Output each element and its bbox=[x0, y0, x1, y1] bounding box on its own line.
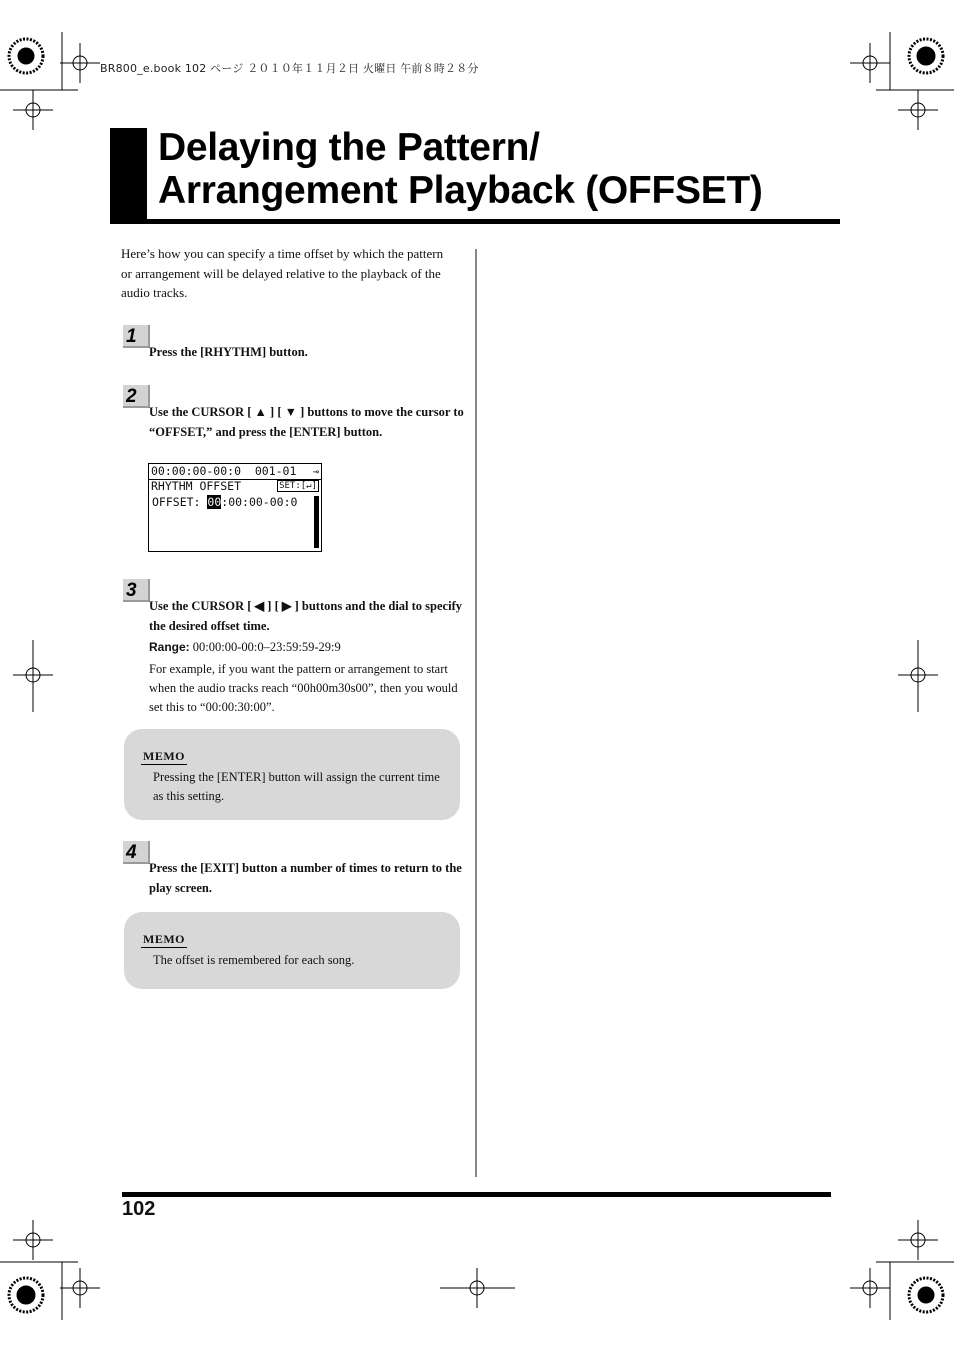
column-divider bbox=[475, 249, 477, 1177]
lcd-line-menu: RHYTHM OFFSET bbox=[151, 479, 242, 493]
lcd-line-offset bbox=[152, 495, 297, 510]
step-text-3: Use the CURSOR [ ◀ ] [ ▶ ] buttons and the dial to specify the desired offset time. bbox=[149, 599, 462, 633]
step-number-1: 1 bbox=[123, 325, 150, 348]
lcd-line-time: 00:00:00-00:0 001-01 bbox=[151, 464, 297, 478]
page-title-line-1: Delaying the Pattern/ bbox=[158, 126, 540, 169]
memo-text-1: Pressing the [ENTER] button will assign the current time as this setting. bbox=[153, 770, 440, 803]
example-paragraph: For example, if you want the pattern or arrangement to start when the audio tracks reach “00h00m30s00”, then you would set this to “00:00:30:00”. bbox=[149, 662, 458, 714]
memo-icon bbox=[141, 747, 187, 765]
step-text-2: Use the CURSOR [ ▲ ] [ ▼ ] buttons to move the cursor to “OFFSET,” and press the [ENTER] button. bbox=[149, 405, 464, 439]
title-block bbox=[110, 128, 147, 224]
page-title-line-2: Arrangement Playback (OFFSET) bbox=[158, 169, 763, 212]
lcd-set-label: SET:[↵] bbox=[279, 481, 317, 491]
lcd-offset-highlight: 00 bbox=[207, 495, 222, 509]
page-title bbox=[158, 126, 763, 212]
step-text-1: Press the [RHYTHM] button. bbox=[149, 345, 308, 359]
range-value: 00:00:00-00:0–23:59:59-29:9 bbox=[192, 640, 341, 654]
footer-rule bbox=[122, 1192, 831, 1197]
range-line bbox=[149, 638, 465, 657]
memo-box-2 bbox=[124, 912, 460, 989]
lcd-screen bbox=[148, 463, 322, 552]
step-number-3: 3 bbox=[123, 579, 150, 602]
memo-icon-label: MEMO bbox=[143, 932, 185, 946]
step-number-2: 2 bbox=[123, 385, 150, 408]
memo-icon bbox=[141, 930, 187, 948]
intro-paragraph: Here’s how you can specify a time offset by which the pattern or arrangement will be delayed relative to the playback of the audio tracks. bbox=[121, 246, 444, 300]
lcd-scrollbar bbox=[314, 496, 319, 548]
plug-icon: ⊸ bbox=[312, 467, 319, 478]
lcd-offset-rest: :00:00-00:0 bbox=[221, 495, 298, 509]
print-header: BR800_e.book 102 ページ ２０１０年１１月２日 火曜日 午前８時２８分 bbox=[100, 62, 479, 75]
memo-box-1 bbox=[124, 729, 460, 820]
step-text-4: Press the [EXIT] button a number of times to return to the play screen. bbox=[149, 861, 462, 895]
step-number-4: 4 bbox=[123, 841, 150, 864]
title-rule bbox=[110, 219, 840, 224]
memo-icon-label: MEMO bbox=[143, 749, 185, 763]
memo-text-2: The offset is remembered for each song. bbox=[153, 953, 355, 967]
page-number: 102 bbox=[122, 1198, 156, 1220]
range-label: Range: bbox=[149, 640, 190, 654]
lcd-offset-label: OFFSET: bbox=[152, 495, 201, 509]
